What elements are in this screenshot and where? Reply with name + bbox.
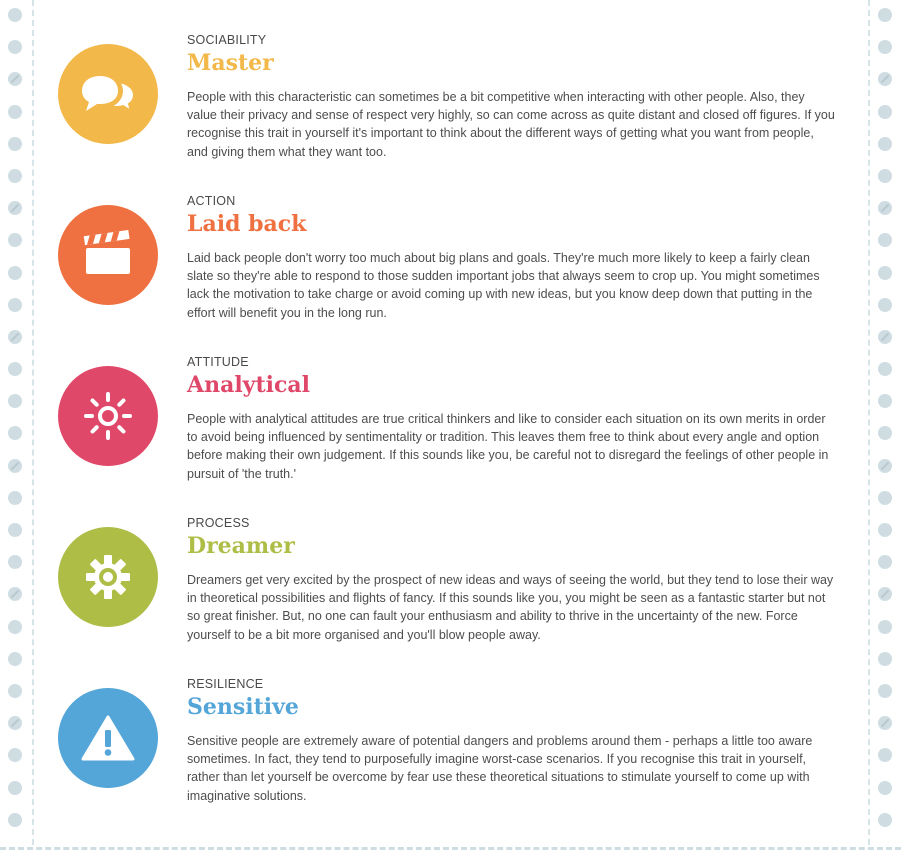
binder-hole — [8, 491, 22, 505]
binder-hole — [8, 523, 22, 537]
category-label: SOCIABILITY — [187, 33, 267, 47]
binder-hole — [878, 555, 892, 569]
binder-hole — [8, 330, 22, 344]
binder-hole — [878, 426, 892, 440]
binder-hole — [8, 620, 22, 634]
binder-hole — [8, 426, 22, 440]
binder-hole — [8, 298, 22, 312]
right-perforation — [868, 0, 870, 845]
binder-hole — [878, 201, 892, 215]
section-resilience — [58, 677, 838, 827]
category-label: ACTION — [187, 194, 236, 208]
binder-hole — [878, 716, 892, 730]
binder-hole — [878, 40, 892, 54]
gear-icon — [78, 547, 138, 607]
binder-hole — [878, 684, 892, 698]
trait-title: Analytical — [187, 372, 310, 398]
left-perforation — [32, 0, 34, 845]
trait-title: Sensitive — [187, 694, 299, 720]
binder-hole — [8, 105, 22, 119]
trait-description: Dreamers get very excited by the prospect of new ideas and ways of seeing the world, but they tend to lose their way in theoretical possibilities and flights of fancy. If this sounds like you, you might be seen as a fantastic starter but not so great finisher. But, no one can fault your enthusiasm and ability to thrive in the uncertainty of the new. Force yourself to be a bit more organised and you'll blow people away. — [187, 573, 834, 642]
category-label: RESILIENCE — [187, 677, 264, 691]
binder-hole — [878, 72, 892, 86]
binder-hole — [878, 394, 892, 408]
binder-hole — [8, 716, 22, 730]
sociability-badge — [58, 44, 158, 144]
category-label: PROCESS — [187, 516, 250, 530]
bottom-perforation — [0, 847, 901, 850]
trait-title: Laid back — [187, 211, 307, 237]
binder-hole — [878, 781, 892, 795]
trait-description: Laid back people don't worry too much about big plans and goals. They're much more likely to keep a fairly clean slate so they're able to respond to those sudden important jobs that always seem to crop up. You might sometimes lack the motivation to take charge or avoid coming up with new ideas, but you know deep down that putting in the effort will benefit you in the long run. — [187, 251, 820, 320]
attitude-badge — [58, 366, 158, 466]
binder-hole — [878, 298, 892, 312]
category-label: ATTITUDE — [187, 355, 249, 369]
binder-hole — [8, 233, 22, 247]
binder-hole — [878, 620, 892, 634]
binder-hole — [878, 169, 892, 183]
binder-hole — [8, 394, 22, 408]
binder-hole — [878, 748, 892, 762]
binder-hole — [8, 684, 22, 698]
section-sociability — [58, 33, 838, 183]
trait-description: People with this characteristic can sometimes be a bit competitive when interacting with other people. Also, they value their privacy and sense of respect very highly, so can come across as quite distant and closed off figures. If you recognise this trait in yourself it's important to think about the different ways of getting what you want from people, and giving them what they want too. — [187, 90, 835, 159]
binder-hole — [878, 362, 892, 376]
section-process — [58, 516, 838, 666]
binder-hole — [878, 330, 892, 344]
binder-hole — [878, 459, 892, 473]
binder-hole — [8, 8, 22, 22]
binder-hole — [878, 8, 892, 22]
binder-hole — [8, 201, 22, 215]
binder-hole — [878, 523, 892, 537]
binder-hole — [8, 169, 22, 183]
binder-hole — [8, 137, 22, 151]
trait-title: Master — [187, 50, 274, 76]
binder-hole — [878, 652, 892, 666]
binder-hole — [878, 137, 892, 151]
resilience-badge — [58, 688, 158, 788]
binder-hole — [878, 266, 892, 280]
speech-bubbles-icon — [78, 64, 138, 124]
binder-hole — [878, 587, 892, 601]
binder-hole — [878, 105, 892, 119]
process-badge — [58, 527, 158, 627]
section-action — [58, 194, 838, 344]
binder-hole — [8, 266, 22, 280]
binder-hole — [8, 813, 22, 827]
binder-hole — [878, 813, 892, 827]
binder-hole — [8, 40, 22, 54]
trait-description: People with analytical attitudes are true critical thinkers and like to consider each situation on its own merits in order to avoid being influenced by sentimentality or tradition. This leaves them free to think about every angle and option before making their own judgement. If this sounds like you, be careful not to disregard the feelings of other people in pursuit of 'the truth.' — [187, 412, 829, 481]
binder-hole — [878, 233, 892, 247]
binder-hole — [8, 587, 22, 601]
action-badge — [58, 205, 158, 305]
binder-hole — [8, 555, 22, 569]
sun-icon — [78, 386, 138, 446]
binder-hole — [8, 781, 22, 795]
binder-hole — [8, 748, 22, 762]
binder-hole — [8, 72, 22, 86]
trait-title: Dreamer — [187, 533, 295, 559]
right-binder-holes — [878, 8, 894, 845]
trait-description: Sensitive people are extremely aware of potential dangers and problems around them - perhaps a little too aware sometimes. In fact, they tend to purposefully imagine worst-case scenarios. If you recognise this trait in yourself, rather than let yourself be overcome by fear use these theoretical situations to stimulate yourself to come up with imaginative solutions. — [187, 734, 813, 803]
binder-hole — [8, 459, 22, 473]
section-attitude — [58, 355, 838, 505]
binder-hole — [8, 362, 22, 376]
left-binder-holes — [8, 8, 24, 845]
clapperboard-icon — [78, 225, 138, 285]
warning-icon — [78, 708, 138, 768]
binder-hole — [878, 491, 892, 505]
binder-hole — [8, 652, 22, 666]
